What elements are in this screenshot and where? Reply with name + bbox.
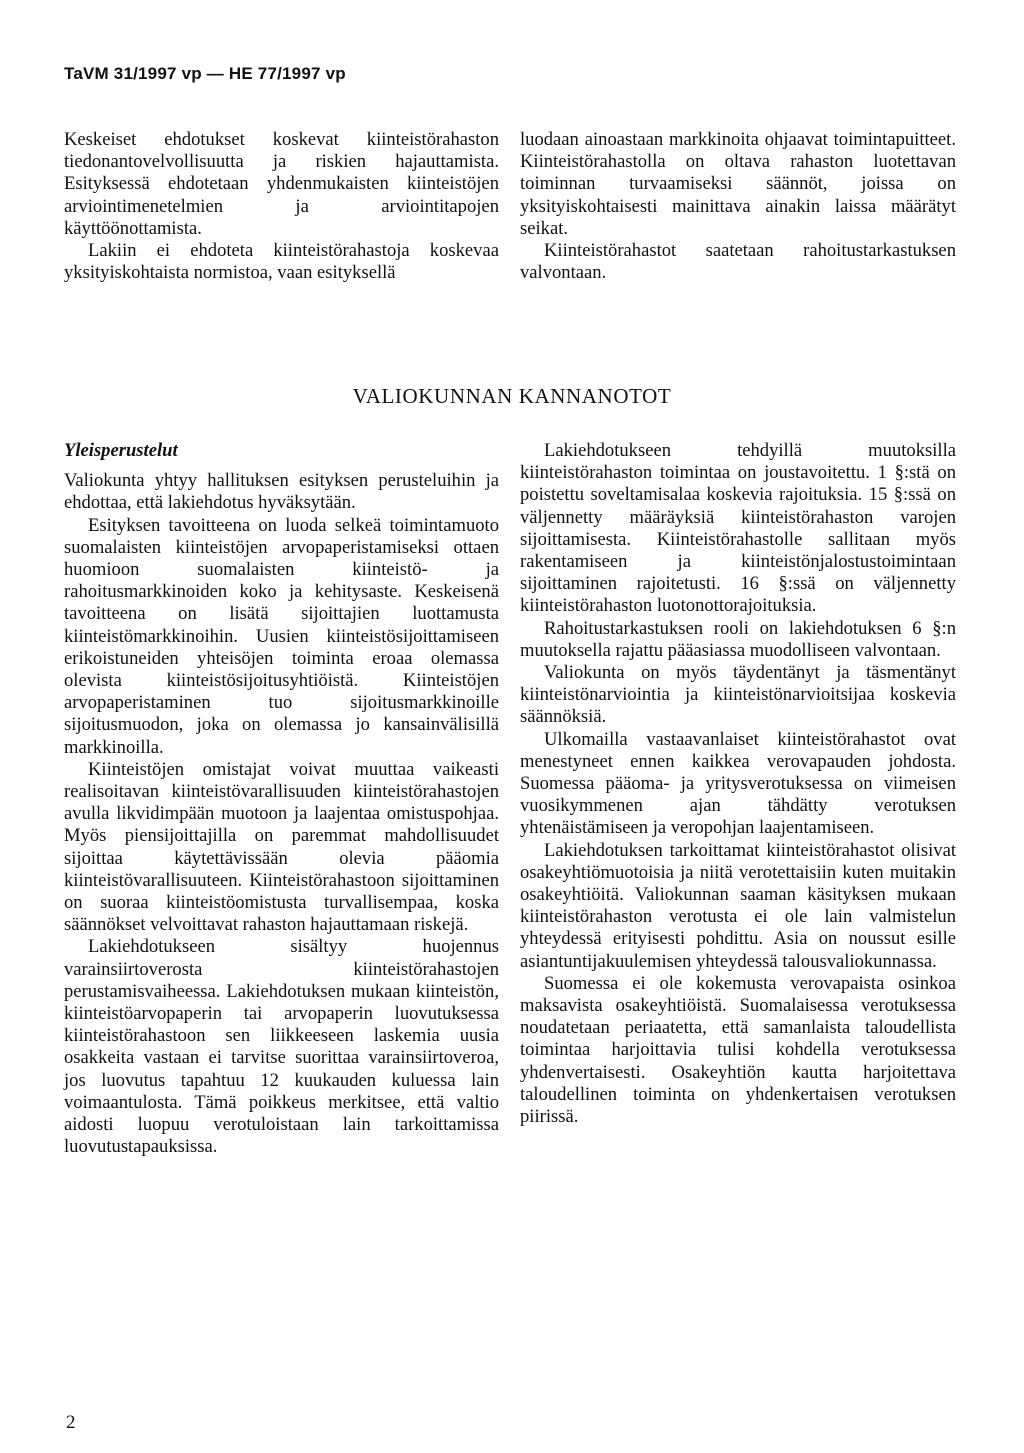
paragraph: luodaan ainoastaan markkinoita ohjaavat toimintapuitteet. Kiinteistörahastolla on oltava rahaston luotettavan toiminnan turvaamiseksi säännöt, joissa on yksityiskohtaisesti mainittava ainakin laissa määrätyt seikat.: [520, 129, 956, 239]
document-reference: TaVM 31/1997 vp — HE 77/1997 vp: [64, 64, 346, 83]
intro-right-column: [520, 129, 956, 284]
paragraph: Lakiehdotukseen tehdyillä muutoksilla kiinteistörahaston toimintaa on joustavoitettu. 1 §:stä on poistettu soveltamisalaa koskevia rajoituksia. 15 §:ssä on väljennetty määräyksiä kiinteistörahaston varojen sijoittamisesta. Kiinteistörahastolle sallitaan myös rakentamiseen ja kiinteistönjalostustoimintaan sijoittaminen rajoitetusti. 16 §:ssä on väljennetty kiinteistörahaston luotonottorajoituksia.: [520, 440, 956, 617]
intro-left-column: [64, 129, 499, 284]
paragraph: Ulkomailla vastaavanlaiset kiinteistörahastot ovat menestyneet ennen kaikkea verovapauden johdosta. Suomessa pääoma- ja yritysverotuksessa on viimeisen vuosikymmenen ajan tähdätty verotuksen yhtenäistämiseen ja veropohjan laajentamiseen.: [520, 728, 956, 839]
paragraph: Lakiehdotukseen sisältyy huojennus varainsiirtoverosta kiinteistörahastojen perustamisvaiheessa. Lakiehdotuksen mukaan kiinteistön, kiinteistöarvopaperin tai arvopaperin luovutuksessa kiinteistörahastoon sen liikkeeseen laskemia uusia osakkeita vastaan ei tarvitse suorittaa varainsiirtoveroa, jos luovutus tapahtuu 12 kuukauden kuluessa lain voimaantulosta. Tämä poikkeus merkitsee, että valtio aidosti luopuu verotuloistaan lain tarkoittamissa luovutustapauksissa.: [64, 936, 499, 1158]
paragraph: Suomessa ei ole kokemusta verovapaista osinkoa maksavista osakeyhtiöistä. Suomalaisessa verotuksessa noudatetaan periaatetta, että samanlaista taloudellista toimintaa harjoittavia tulisi kohdella verotuksessa yhdenvertaisesti. Osakeyhtiön kautta harjoitettava taloudellinen toiminta on yhdenkertaisen verotuksen piirissä.: [520, 972, 956, 1128]
paragraph: Keskeiset ehdotukset koskevat kiinteistörahaston tiedonantovelvollisuutta ja riskien hajauttamista. Esityksessä ehdotetaan yhdenmukaisten kiinteistöjen arviointimenetelmien ja arviointitapojen käyttöönottamista.: [64, 129, 499, 239]
paragraph: Kiinteistöjen omistajat voivat muuttaa vaikeasti realisoitavan kiinteistövarallisuuden kiinteistörahastojen avulla likvidimpään muotoon ja laajentaa omistuspohjaa. Myös piensijoittajilla on paremmat mahdollisuudet sijoittaa käytettävissään olevia pääomia kiinteistövarallisuuteen. Kiinteistörahastoon sijoittaminen on suoraa kiinteistöomistusta turvallisempaa, koska säännökset velvoittavat rahaston hajauttamaan riskejä.: [64, 758, 499, 936]
right-column: [520, 440, 956, 1128]
subheading: Yleisperustelut: [64, 440, 178, 461]
paragraph: Esityksen tavoitteena on luoda selkeä toimintamuoto suomalaisten kiinteistöjen arvopaperistamiseksi ottaen huomioon suomalaisten kiinteistö- ja rahoitusmarkkinoiden koko ja kehitysaste. Keskeisenä tavoitteena on lisätä sijoittajien luottamusta kiinteistömarkkinoihin. Uusien kiinteistösijoittamiseen erikoistuneiden yhteisöjen toiminta eroaa olemassa olevista kiinteistösijoitusyhtiöistä. Kiinteistöjen arvopaperistaminen tuo sijoitusmarkkinoille sijoitusmuodon, joka on olemassa jo kansainvälisillä markkinoilla.: [64, 514, 499, 758]
paragraph: Lakiin ei ehdoteta kiinteistörahastoja koskevaa yksityiskohtaista normistoa, vaan esityksellä: [64, 240, 499, 284]
page-number: 2: [66, 1412, 76, 1433]
paragraph: Lakiehdotuksen tarkoittamat kiinteistörahastot olisivat osakeyhtiömuotoisia ja niitä verotettaisiin kuten muitakin osakeyhtiöitä. Valiokunnan saaman käsityksen mukaan kiinteistörahaston verotusta ei ole lain valmistelun yhteydessä erityisesti pohdittu. Asia on noussut esille asiantuntijakuulemisen yhteydessä talousvaliokunnassa.: [520, 839, 956, 972]
left-column: [64, 440, 499, 1159]
paragraph: Kiinteistörahastot saatetaan rahoitustarkastuksen valvontaan.: [520, 240, 956, 284]
paragraph: Rahoitustarkastuksen rooli on lakiehdotuksen 6 §:n muutoksella rajattu pääasiassa muodolliseen valvontaan.: [520, 617, 956, 661]
paragraph: Valiokunta yhtyy hallituksen esityksen perusteluihin ja ehdottaa, että lakiehdotus hyväksytään.: [64, 470, 499, 514]
paragraph: Valiokunta on myös täydentänyt ja täsmentänyt kiinteistönarviointia ja kiinteistönarvioitsijaa koskevia säännöksiä.: [520, 662, 956, 728]
section-title: VALIOKUNNAN KANNANOTOT: [352, 384, 672, 408]
